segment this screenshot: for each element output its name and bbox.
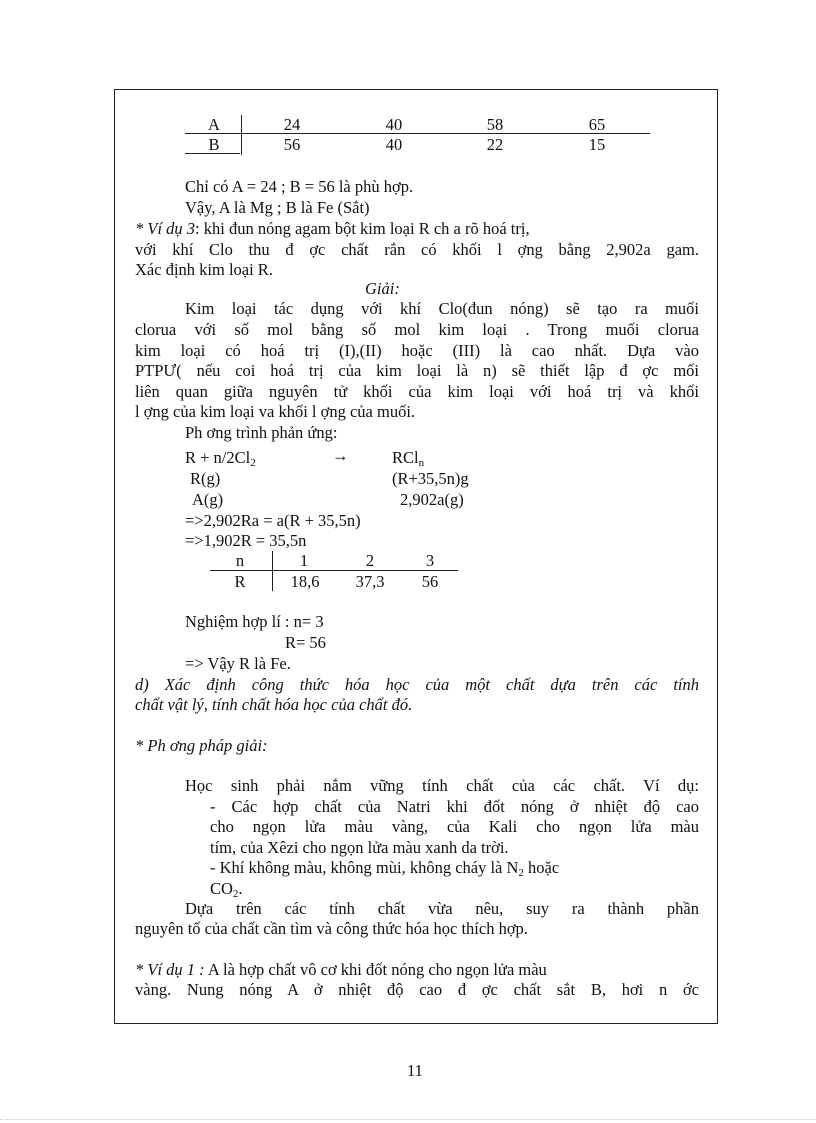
text-span: . (238, 879, 243, 898)
text-line: R= 56 (285, 633, 326, 652)
table2-header-label: n (235, 551, 245, 570)
text-line: 2,902a(g) (400, 490, 464, 509)
table1-cell: 24 (283, 115, 301, 134)
table1-cell: 58 (486, 115, 504, 134)
example-label: * Ví dụ 1 : (135, 960, 205, 979)
table2-cell: 1 (299, 551, 309, 570)
text-line: vàng. Nung nóng A ở nhiệt độ cao đ ợc chất sắt B, hơi n ớc (135, 980, 699, 999)
text-span: RCl (392, 448, 419, 467)
text-line: l ợng của kim loại va khối l ợng của muối. (135, 402, 416, 421)
list-item (210, 858, 699, 883)
text-line: =>1,902R = 35,5n (185, 531, 307, 550)
text-span: R + n/2Cl (185, 448, 251, 467)
text-span: A là hợp chất vô cơ khi đốt nóng cho ngọn lửa màu (204, 960, 547, 979)
table2-cell: 2 (365, 551, 375, 570)
text-line: => Vậy R là Fe. (185, 654, 291, 673)
solution-heading: Giải: (365, 279, 400, 298)
text-line: clorua với số mol bằng số mol kim loại . Trong muối clorua (135, 320, 699, 339)
text-span: hoặc (523, 858, 560, 877)
section-heading: chất vật lý, tính chất hóa học của chất đó. (135, 695, 413, 714)
text-span: CO (210, 879, 233, 898)
list-item: - Các hợp chất của Natri khi đốt nóng ở nhiệt độ cao (210, 797, 699, 816)
table2-cell: 3 (425, 551, 435, 570)
table1-cell: 56 (283, 135, 301, 154)
text-line: Kim loại tác dụng với khí Clo(đun nóng) sẽ tạo ra muối (185, 299, 699, 318)
arrow-icon: → (332, 446, 349, 465)
example-3-line (135, 219, 530, 239)
table2-cell: 18,6 (290, 572, 320, 591)
subscript: 2 (250, 457, 256, 469)
table1-cell: 40 (385, 115, 403, 134)
table2-cell: 37,3 (355, 572, 385, 591)
text-line: R(g) (190, 469, 221, 488)
text-line: liên quan giữa nguyên tử khối của kim loại với hoá trị và khối (135, 382, 699, 401)
subscript: n (418, 457, 425, 469)
text-line: kim loại có hoá trị (I),(II) hoặc (III) là cao nhất. Dựa vào (135, 341, 699, 360)
text-line: Ph ơng trình phản ứng: (185, 423, 338, 442)
subscript: 2 (518, 867, 524, 879)
text-line: Học sinh phải nắm vững tính chất của các chất. Ví dụ: (185, 776, 699, 795)
subscript: 2 (232, 888, 239, 900)
text-line: (R+35,5n)g (392, 469, 469, 488)
text-line: Nghiệm hợp lí : n= 3 (185, 612, 324, 631)
list-item: tím, của Xêzi cho ngọn lửa màu xanh da trời. (210, 838, 509, 857)
table1-row-a-label: A (208, 115, 220, 134)
table2-row-label: R (234, 572, 246, 591)
example-1-line (135, 960, 547, 980)
text-line: Chỉ có A = 24 ; B = 56 là phù hợp. (185, 177, 414, 196)
text-line: =>2,902Ra = a(R + 35,5n) (185, 511, 361, 530)
text-line: Xác định kim loại R. (135, 260, 273, 279)
text-line: Vậy, A là Mg ; B là Fe (Sắt) (185, 198, 370, 217)
text-line: nguyên tố của chất cần tìm và công thức hóa học thích hợp. (135, 919, 528, 938)
table1-row-b-label: B (208, 135, 220, 154)
table1-cell: 15 (588, 135, 606, 154)
text-span (210, 858, 699, 883)
method-heading: * Ph ơng pháp giải: (135, 736, 268, 755)
table1-cell: 22 (486, 135, 504, 154)
table2-cell: 56 (421, 572, 439, 591)
table1-divider (241, 115, 242, 155)
table1-cell: 65 (588, 115, 606, 134)
text-line: Dựa trên các tính chất vừa nêu, suy ra thành phần (185, 899, 699, 918)
page-number: 11 (407, 1061, 423, 1080)
table1-cell: 40 (385, 135, 403, 154)
section-heading: d) Xác định công thức hóa học của một chất dựa trên các tính (135, 675, 699, 694)
page-edge (0, 1119, 816, 1120)
text-line: A(g) (192, 490, 224, 509)
text-line: với khí Clo thu đ ợc chất rắn có khối l ợng bằng 2,902a gam. (135, 240, 699, 259)
example-label: * Ví dụ 3 (135, 219, 196, 238)
list-item: cho ngọn lửa màu vàng, của Kali cho ngọn lửa màu (210, 817, 699, 836)
text-line: PTPƯ( nếu coi hoá trị của kim loại là n) sẽ thiết lập đ ợc mối (135, 361, 699, 380)
text-span: : khi đun nóng agam bột kim loại R ch a rõ hoá trị, (195, 219, 530, 238)
text-span: - Khí không màu, không mùi, không cháy là N (210, 858, 519, 877)
table2-divider (272, 551, 273, 591)
